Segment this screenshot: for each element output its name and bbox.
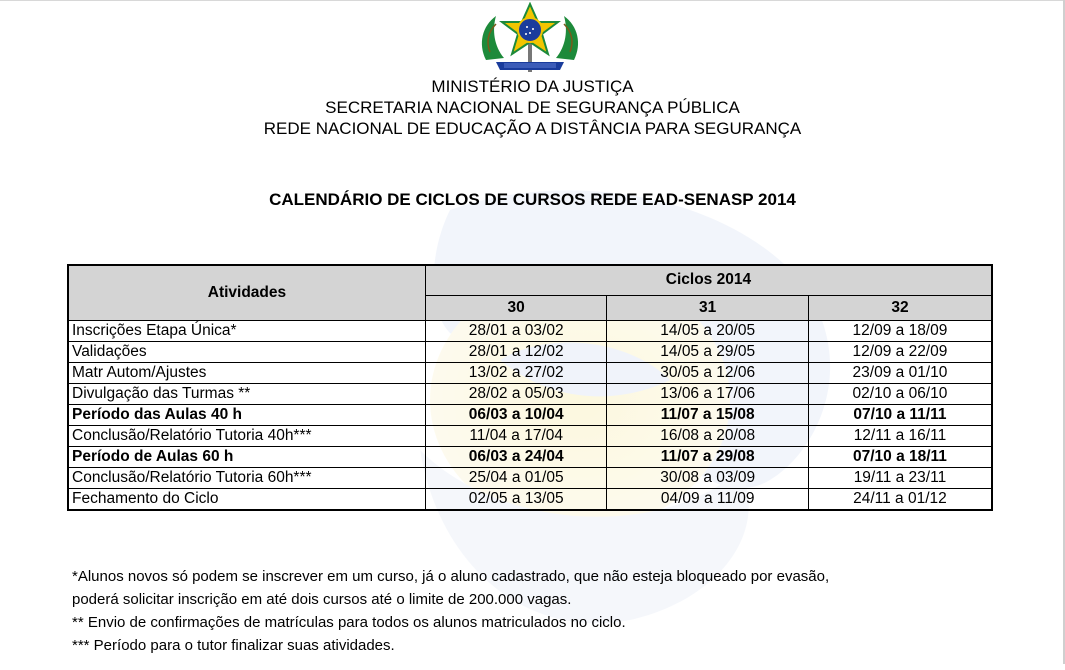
cycle-30-dates: 13/02 a 27/02 — [425, 363, 607, 384]
cycles-header: Ciclos 2014 — [425, 265, 992, 295]
cycle-32-dates: 23/09 a 01/10 — [808, 363, 992, 384]
activity-label: Período de Aulas 60 h — [68, 447, 425, 468]
header-line-secretariat: SECRETARIA NACIONAL DE SEGURANÇA PÚBLICA — [325, 98, 740, 117]
cycle-31-dates: 14/05 a 20/05 — [607, 321, 808, 342]
cycle-31-dates: 30/08 a 03/09 — [607, 468, 808, 489]
cycle-31-dates: 16/08 a 20/08 — [607, 426, 808, 447]
cycle-header-31: 31 — [607, 295, 808, 320]
institution-header — [0, 76, 1065, 139]
cycle-32-dates: 02/10 a 06/10 — [808, 384, 992, 405]
cycle-32-dates: 19/11 a 23/11 — [808, 468, 992, 489]
cycle-31-dates: 13/06 a 17/06 — [607, 384, 808, 405]
activity-label: Validações — [68, 342, 425, 363]
cycle-30-dates: 06/03 a 24/04 — [425, 447, 607, 468]
header-line-ministry: MINISTÉRIO DA JUSTIÇA — [431, 77, 634, 96]
activity-label: Divulgação das Turmas ** — [68, 384, 425, 405]
table-row — [68, 342, 992, 363]
footnotes — [72, 566, 829, 658]
coat-of-arms-emblem — [474, 2, 586, 74]
table-row — [68, 447, 992, 468]
cycle-30-dates: 06/03 a 10/04 — [425, 405, 607, 426]
cycle-31-dates: 30/05 a 12/06 — [607, 363, 808, 384]
cycle-32-dates: 07/10 a 11/11 — [808, 405, 992, 426]
calendar-table — [67, 264, 993, 511]
cycle-30-dates: 25/04 a 01/05 — [425, 468, 607, 489]
table-row — [68, 405, 992, 426]
activity-label: Conclusão/Relatório Tutoria 40h*** — [68, 426, 425, 447]
cycle-32-dates: 12/09 a 22/09 — [808, 342, 992, 363]
cycle-31-dates: 11/07 a 29/08 — [607, 447, 808, 468]
cycle-32-dates: 24/11 a 01/12 — [808, 489, 992, 511]
activity-label: Inscrições Etapa Única* — [68, 321, 425, 342]
activity-label: Matr Autom/Ajustes — [68, 363, 425, 384]
cycle-31-dates: 04/09 a 11/09 — [607, 489, 808, 511]
table-row — [68, 321, 992, 342]
cycle-31-dates: 14/05 a 29/05 — [607, 342, 808, 363]
header-line-network: REDE NACIONAL DE EDUCAÇÃO A DISTÂNCIA PARA SEGURANÇA — [263, 119, 802, 138]
activity-label: Período das Aulas 40 h — [68, 405, 425, 426]
document-title: CALENDÁRIO DE CICLOS DE CURSOS REDE EAD-SENASP 2014 — [269, 190, 796, 209]
cycle-header-32: 32 — [808, 295, 992, 320]
table-row — [68, 426, 992, 447]
page-top-edge — [0, 0, 1065, 1]
cycle-30-dates: 02/05 a 13/05 — [425, 489, 607, 511]
cycle-32-dates: 07/10 a 18/11 — [808, 447, 992, 468]
cycle-30-dates: 11/04 a 17/04 — [425, 426, 607, 447]
footnote-1-line-2: poderá solicitar inscrição em até dois cursos até o limite de 200.000 vagas. — [72, 591, 572, 608]
activities-header: Atividades — [68, 265, 425, 321]
cycle-32-dates: 12/09 a 18/09 — [808, 321, 992, 342]
footnote-3: *** Período para o tutor finalizar suas atividades. — [72, 637, 395, 654]
cycle-header-30: 30 — [425, 295, 607, 320]
footnote-1-line-1: *Alunos novos só podem se inscrever em um curso, já o aluno cadastrado, que não esteja bloqueado por evasão, — [72, 568, 830, 585]
footnote-2: ** Envio de confirmações de matrículas para todos os alunos matriculados no ciclo. — [72, 614, 626, 631]
table-row — [68, 384, 992, 405]
table-row — [68, 363, 992, 384]
table-row — [68, 489, 992, 511]
activity-label: Conclusão/Relatório Tutoria 60h*** — [68, 468, 425, 489]
cycle-31-dates: 11/07 a 15/08 — [607, 405, 808, 426]
cycle-30-dates: 28/01 a 12/02 — [425, 342, 607, 363]
cycle-30-dates: 28/01 a 03/02 — [425, 321, 607, 342]
cycle-32-dates: 12/11 a 16/11 — [808, 426, 992, 447]
cycle-30-dates: 28/02 a 05/03 — [425, 384, 607, 405]
table-row — [68, 468, 992, 489]
activity-label: Fechamento do Ciclo — [68, 489, 425, 511]
